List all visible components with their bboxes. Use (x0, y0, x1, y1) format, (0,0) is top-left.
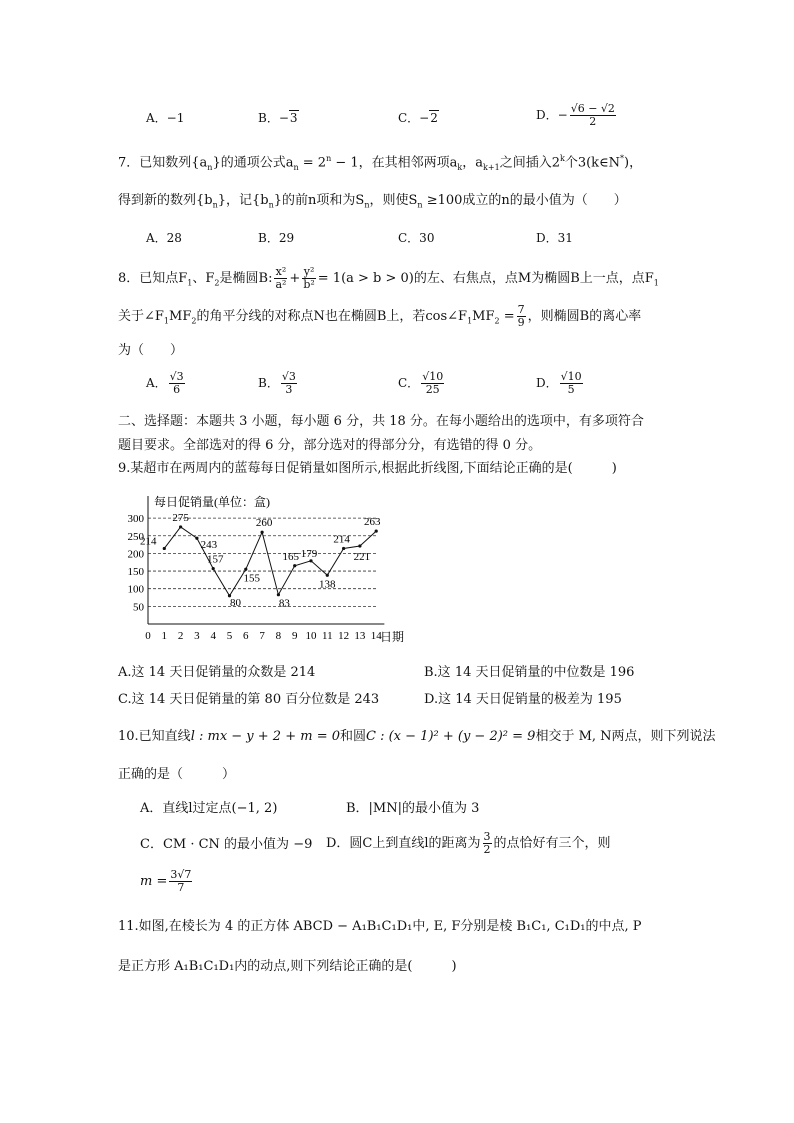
x-tick-label: 12 (338, 630, 350, 642)
q11-line2: 是正方形 A₁B₁C₁D₁内的动点,则下列结论正确的是( ) (118, 959, 457, 974)
data-point (212, 567, 215, 570)
x-tick-label: 4 (210, 630, 216, 642)
q6-option-b: B．−3 (258, 111, 298, 125)
data-point (375, 530, 378, 533)
q9-line-chart (118, 492, 418, 648)
data-point (195, 537, 198, 540)
q6-option-a: A．−1 (146, 111, 185, 125)
data-label: 157 (206, 553, 224, 566)
data-label: 214 (140, 535, 157, 548)
x-tick-label: 2 (177, 630, 184, 642)
q9-option-d: D.这 14 天日促销量的极差为 195 (424, 692, 622, 707)
data-label: 221 (353, 550, 371, 563)
x-tick-label: 1 (161, 630, 168, 642)
q8-option-c: C． $\frac{√10}{25}$ (398, 370, 444, 396)
q10-line1: 10.已知直线l : mx − y + 2 + m = 0和圆C : (x − 1)² + (y − 2)² = 9相交于 M, N两点，则下列说法 (118, 729, 716, 744)
q9-stem: 9.某超市在两周内的蓝莓每日促销量如图所示,根据此折线图,下面结论正确的是( ) (118, 461, 617, 476)
section2-line2: 题目要求。全部选对的得 6 分，部分选对的得部分分，有选错的得 0 分。 (118, 438, 542, 453)
data-point (293, 564, 296, 567)
data-label: 260 (255, 517, 273, 530)
x-tick-label: 3 (194, 630, 200, 642)
data-label: 165 (282, 550, 299, 563)
q10-option-b: B．|MN|的最小值为 3 (346, 801, 480, 816)
data-label: 138 (319, 578, 336, 591)
q11-line1: 11.如图,在棱长为 4 的正方体 ABCD − A₁B₁C₁D₁中, E, F分别是棱 B₁C₁, C₁D₁的中点, P (118, 919, 642, 934)
data-label: 275 (172, 511, 189, 524)
q8-line1: 8．已知点$F_1$、$F_2$是椭圆B: $\frac{\text{x²}}{\text{a²}}$ + $\frac{\text{y²}}{\text{b²}}$ = 1(a > b > 0)的左、右焦点，点M为椭圆B上一点，点$F_1$ (118, 265, 659, 291)
data-label: 80 (230, 596, 241, 609)
section2-line1: 二、选择题：本题共 3 小题，每小题 6 分，共 18 分。在每小题给出的选项中，有多项符合 (118, 414, 644, 429)
q7-option-d: D．31 (536, 231, 573, 245)
q8-option-a: A． $\frac{√3}{6}$ (146, 370, 184, 396)
data-point (163, 547, 166, 550)
y-tick-label: 300 (127, 513, 144, 526)
q9-option-b: B.这 14 天日促销量的中位数是 196 (424, 665, 635, 680)
chart-title: 每日促销量(单位：盒) (154, 495, 270, 509)
data-point (358, 544, 361, 547)
q8-line2: 关于$\angle F_1MF_2$的角平分线的对称点N也在椭圆B上，若$\cos\angle F_1MF_2$ = $\frac{7}{9}$ ，则椭圆B的离心率 (118, 303, 642, 329)
chart-xlabel: 日期 (380, 630, 405, 644)
x-tick-label: 11 (322, 630, 333, 642)
data-point (179, 525, 182, 528)
y-tick-label: 50 (133, 601, 144, 614)
data-label: 179 (300, 547, 318, 560)
q10-option-d: D．圆C上到直线l的距离为 $\frac{3}{2}$ 的点恰好有三个，则 (326, 830, 611, 856)
x-tick-label: 8 (275, 630, 282, 642)
x-tick-label: 6 (243, 630, 249, 642)
data-label: 263 (363, 516, 381, 529)
q8-option-d: D． $\frac{√10}{5}$ (536, 370, 582, 396)
x-tick-label: 7 (259, 630, 265, 642)
x-tick-label: 10 (305, 630, 317, 642)
q8-option-b: B． $\frac{√3}{3}$ (258, 370, 296, 396)
data-label: 155 (243, 572, 261, 585)
q9-option-c: C.这 14 天日促销量的第 80 百分位数是 243 (118, 692, 380, 707)
data-point (326, 574, 329, 577)
q8-line3: 为（ ） (118, 343, 184, 358)
q7-option-a: A．28 (146, 231, 182, 245)
x-tick-label: 0 (145, 630, 151, 642)
data-point (244, 568, 247, 571)
y-tick-label: 250 (127, 530, 144, 543)
data-label: 83 (278, 597, 290, 610)
data-point (277, 593, 280, 596)
data-point (342, 547, 345, 550)
y-tick-label: 100 (127, 583, 144, 596)
q7-option-b: B．29 (258, 231, 295, 245)
x-tick-label: 9 (291, 630, 298, 642)
q6-option-c: C．−2 (398, 111, 438, 125)
q10-option-a: A．直线l过定点(−1, 2) (140, 801, 278, 816)
chart-data-labels (140, 512, 381, 610)
q7-option-c: C．30 (398, 231, 435, 245)
q9-option-a: A.这 14 天日促销量的众数是 214 (118, 665, 316, 680)
x-tick-label: 14 (370, 630, 382, 642)
x-tick-label: 5 (226, 630, 233, 642)
data-label: 214 (333, 533, 350, 546)
y-tick-label: 150 (127, 566, 144, 579)
q10-option-c: C．CM · CN 的最小值为 −9 (140, 837, 313, 852)
x-tick-label: 13 (354, 630, 366, 642)
q10-line2: 正确的是（ ） (118, 767, 236, 782)
q7-line2: 得到新的数列$\{b_n\}$，记$\{b_n\}$的前n项和为$S_n$，则使$S_n \ge 100$成立的n的最小值为（ ） (118, 193, 627, 210)
y-tick-label: 200 (127, 548, 144, 561)
q7-line1: 7．已知数列$\{a_n\}$的通项公式$a_n = 2^n - 1$，在其相邻两项$a_k$，$a_{k+1}$之间插入2$^k$个3(k∈N*)， (118, 154, 643, 172)
data-label: 243 (200, 539, 218, 552)
q6-option-d: D．− $\frac{√6 - √2}{2}$ (536, 102, 615, 128)
data-point (261, 531, 264, 534)
q10-option-d-value: m = $\frac{3√7}{7}$ (140, 868, 192, 894)
